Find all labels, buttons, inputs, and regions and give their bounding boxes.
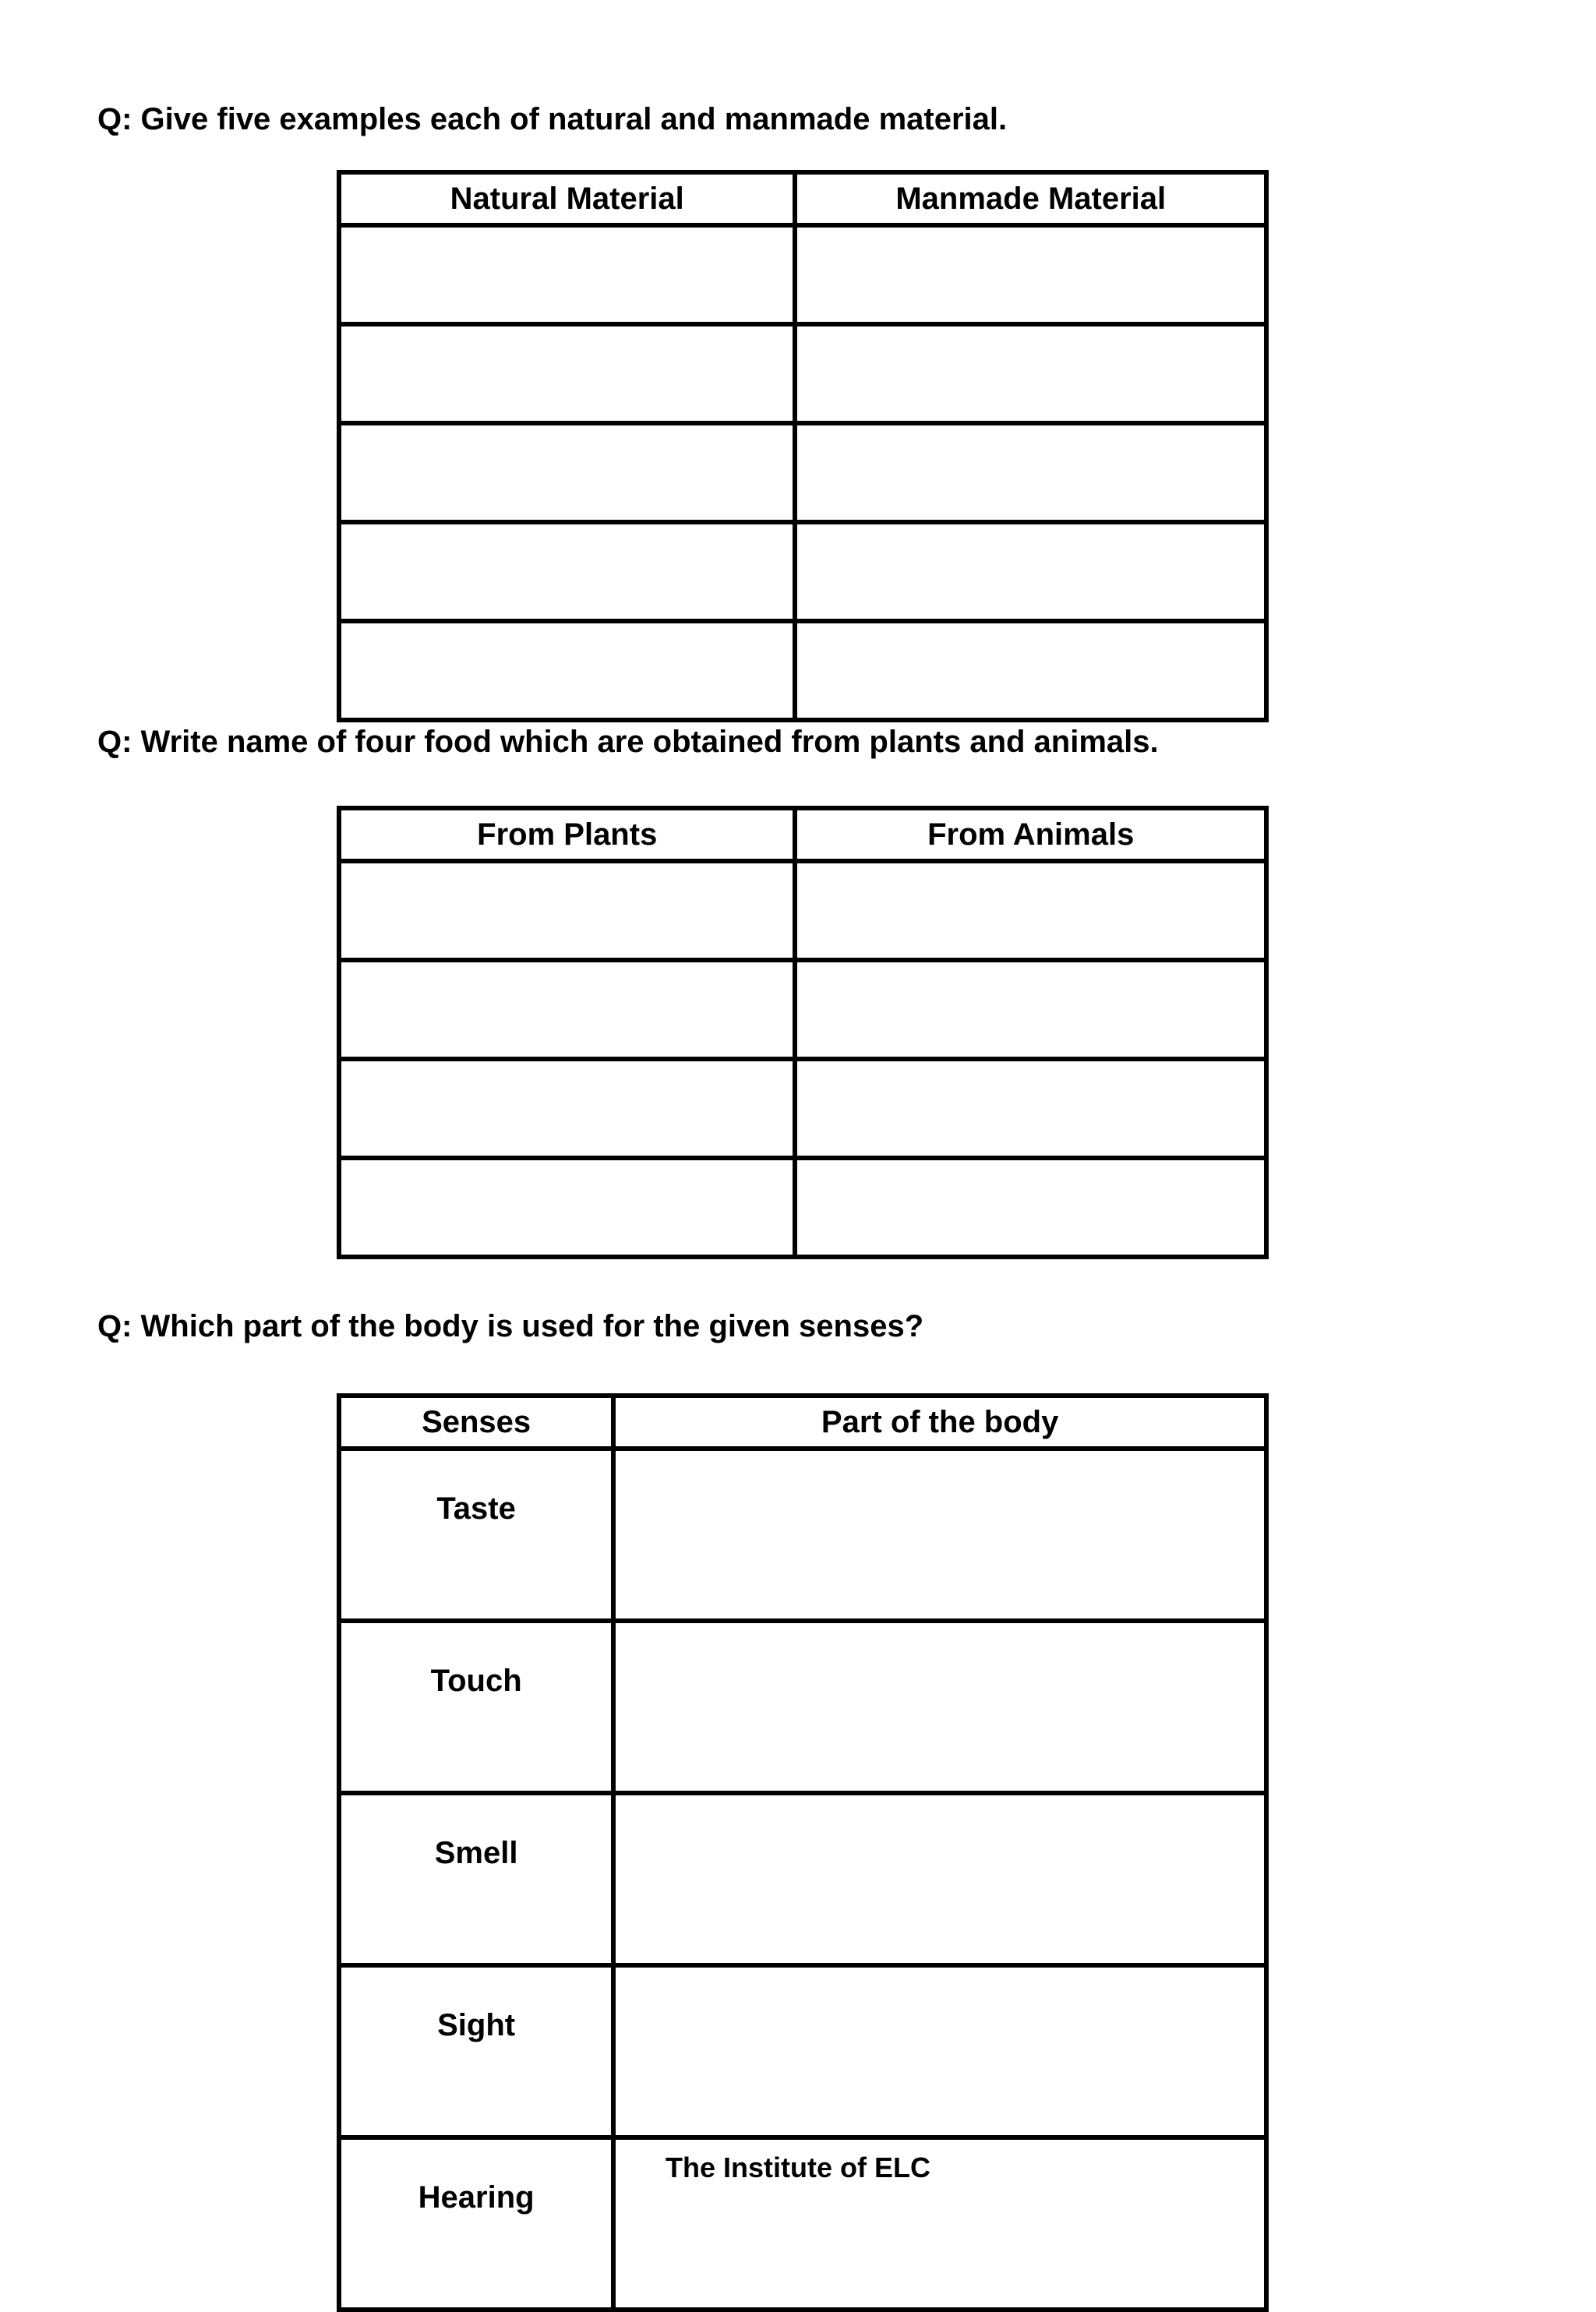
table-row	[339, 1965, 1266, 2137]
food-sources-table	[337, 806, 1269, 1259]
manmade-material-answer-cell[interactable]	[795, 324, 1266, 423]
table-row	[339, 621, 1266, 720]
header-from-plants: From Plants	[339, 808, 795, 861]
sense-label-touch: Touch	[339, 1621, 613, 1793]
materials-table	[337, 170, 1269, 722]
natural-material-answer-cell[interactable]	[339, 225, 795, 324]
table-row	[339, 1449, 1266, 1621]
table-row	[339, 861, 1266, 960]
from-plants-answer-cell[interactable]	[339, 861, 795, 960]
from-plants-answer-cell[interactable]	[339, 960, 795, 1059]
natural-material-answer-cell[interactable]	[339, 522, 795, 621]
table-header-row	[339, 808, 1266, 861]
from-plants-answer-cell[interactable]	[339, 1158, 795, 1257]
body-part-answer-cell[interactable]	[613, 1621, 1266, 1793]
footer-institute-name: The Institute of ELC	[666, 2151, 930, 2183]
body-part-answer-cell[interactable]	[613, 1449, 1266, 1621]
table-row	[339, 1621, 1266, 1793]
manmade-material-answer-cell[interactable]	[795, 225, 1266, 324]
table-row	[339, 522, 1266, 621]
question-food-sources: Q: Write name of four food which are obtained from plants and animals.	[97, 725, 1159, 759]
table-row	[339, 1059, 1266, 1158]
body-part-answer-cell[interactable]	[613, 1793, 1266, 1965]
table-header-row	[339, 172, 1266, 225]
table-row	[339, 960, 1266, 1059]
table-row	[339, 225, 1266, 324]
header-from-animals: From Animals	[795, 808, 1266, 861]
natural-material-answer-cell[interactable]	[339, 621, 795, 720]
sense-label-hearing: Hearing	[339, 2137, 613, 2310]
from-plants-answer-cell[interactable]	[339, 1059, 795, 1158]
from-animals-answer-cell[interactable]	[795, 1059, 1266, 1158]
manmade-material-answer-cell[interactable]	[795, 522, 1266, 621]
manmade-material-answer-cell[interactable]	[795, 423, 1266, 522]
manmade-material-answer-cell[interactable]	[795, 621, 1266, 720]
table-row	[339, 1793, 1266, 1965]
question-senses: Q: Which part of the body is used for the given senses?	[97, 1309, 924, 1343]
table-row	[339, 324, 1266, 423]
from-animals-answer-cell[interactable]	[795, 1158, 1266, 1257]
table-header-row	[339, 1396, 1266, 1449]
from-animals-answer-cell[interactable]	[795, 960, 1266, 1059]
header-manmade-material: Manmade Material	[795, 172, 1266, 225]
table-row	[339, 1158, 1266, 1257]
natural-material-answer-cell[interactable]	[339, 423, 795, 522]
body-part-answer-cell[interactable]	[613, 1965, 1266, 2137]
header-senses: Senses	[339, 1396, 613, 1449]
sense-label-sight: Sight	[339, 1965, 613, 2137]
header-natural-material: Natural Material	[339, 172, 795, 225]
from-animals-answer-cell[interactable]	[795, 861, 1266, 960]
table-row	[339, 423, 1266, 522]
sense-label-smell: Smell	[339, 1793, 613, 1965]
natural-material-answer-cell[interactable]	[339, 324, 795, 423]
sense-label-taste: Taste	[339, 1449, 613, 1621]
header-part-of-body: Part of the body	[613, 1396, 1266, 1449]
question-materials: Q: Give five examples each of natural and manmade material.	[97, 102, 1008, 136]
